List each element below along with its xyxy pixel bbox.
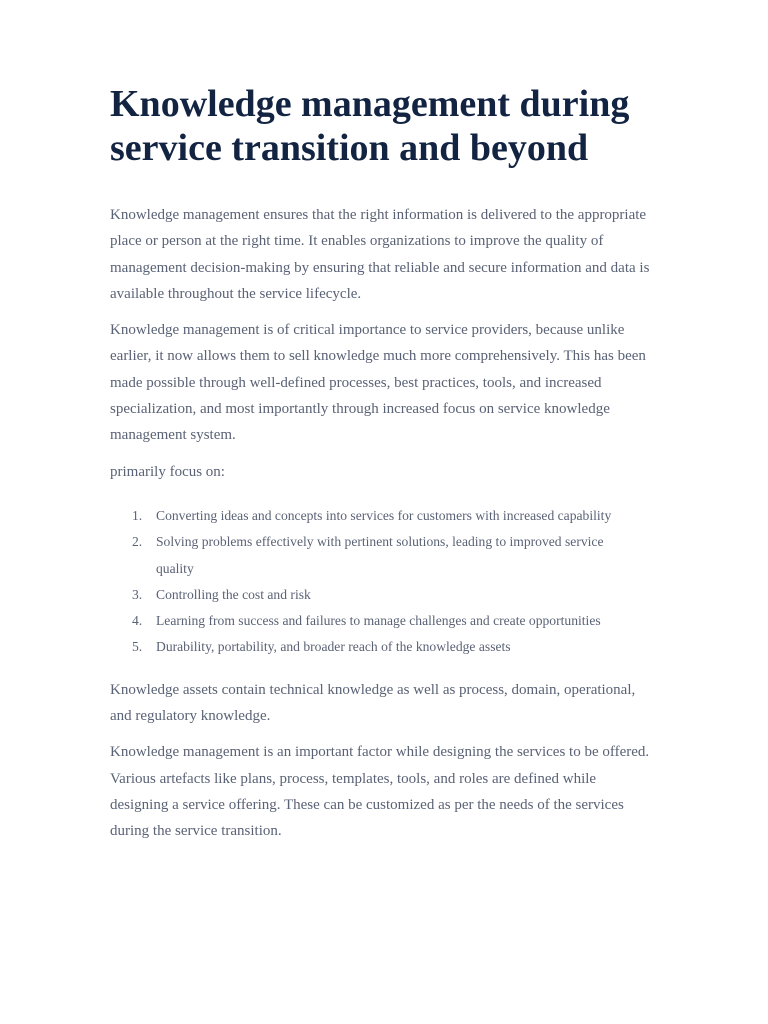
document-page bbox=[110, 82, 658, 855]
list-item bbox=[110, 608, 658, 634]
list-item-number: 5. bbox=[132, 639, 143, 655]
list-item-text: Controlling the cost and risk bbox=[156, 586, 311, 602]
list-item-number: 2. bbox=[132, 534, 143, 550]
list-item-number: 4. bbox=[132, 613, 143, 629]
list-item bbox=[110, 529, 658, 582]
intro-paragraph: Knowledge management is of critical importance to service providers, because unlike earlier, it now allows them to sell knowledge much more comprehensively. This has been made possible through well-defined processes, best practices, tools, and increased specialization, and most importantly through increased focus on service knowledge management system. bbox=[110, 322, 646, 444]
list-item bbox=[110, 582, 658, 608]
list-item bbox=[110, 634, 658, 660]
outro-paragraph: Knowledge management is an important factor while designing the services to be offered. Various artefacts like plans, process, templates, tools, and roles are defined while designing a service offering. These can be customized as per the needs of the services during the service transition. bbox=[110, 744, 650, 840]
focus-lead-in: primarily focus on: bbox=[110, 463, 225, 480]
intro-paragraph: Knowledge management ensures that the right information is delivered to the appropriate place or person at the right time. It enables organizations to improve the quality of management decision-making by ensuring that reliable and secure information and data is available throughout the service lifecycle. bbox=[110, 207, 650, 302]
focus-list bbox=[110, 503, 658, 661]
list-item-number: 3. bbox=[132, 586, 143, 602]
list-item-number: 1. bbox=[132, 507, 143, 523]
list-item-text: Converting ideas and concepts into services for customers with increased capability bbox=[156, 507, 612, 523]
page-title: Knowledge management during service transition and beyond bbox=[110, 83, 630, 169]
list-item-text: Durability, portability, and broader reach of the knowledge assets bbox=[156, 639, 511, 655]
list-item-text: Learning from success and failures to manage challenges and create opportunities bbox=[156, 613, 601, 629]
list-item bbox=[110, 503, 658, 529]
outro-paragraph: Knowledge assets contain technical knowledge as well as process, domain, operational, and regulatory knowledge. bbox=[110, 681, 636, 725]
list-item-text: Solving problems effectively with pertinent solutions, leading to improved service quality bbox=[156, 534, 604, 576]
